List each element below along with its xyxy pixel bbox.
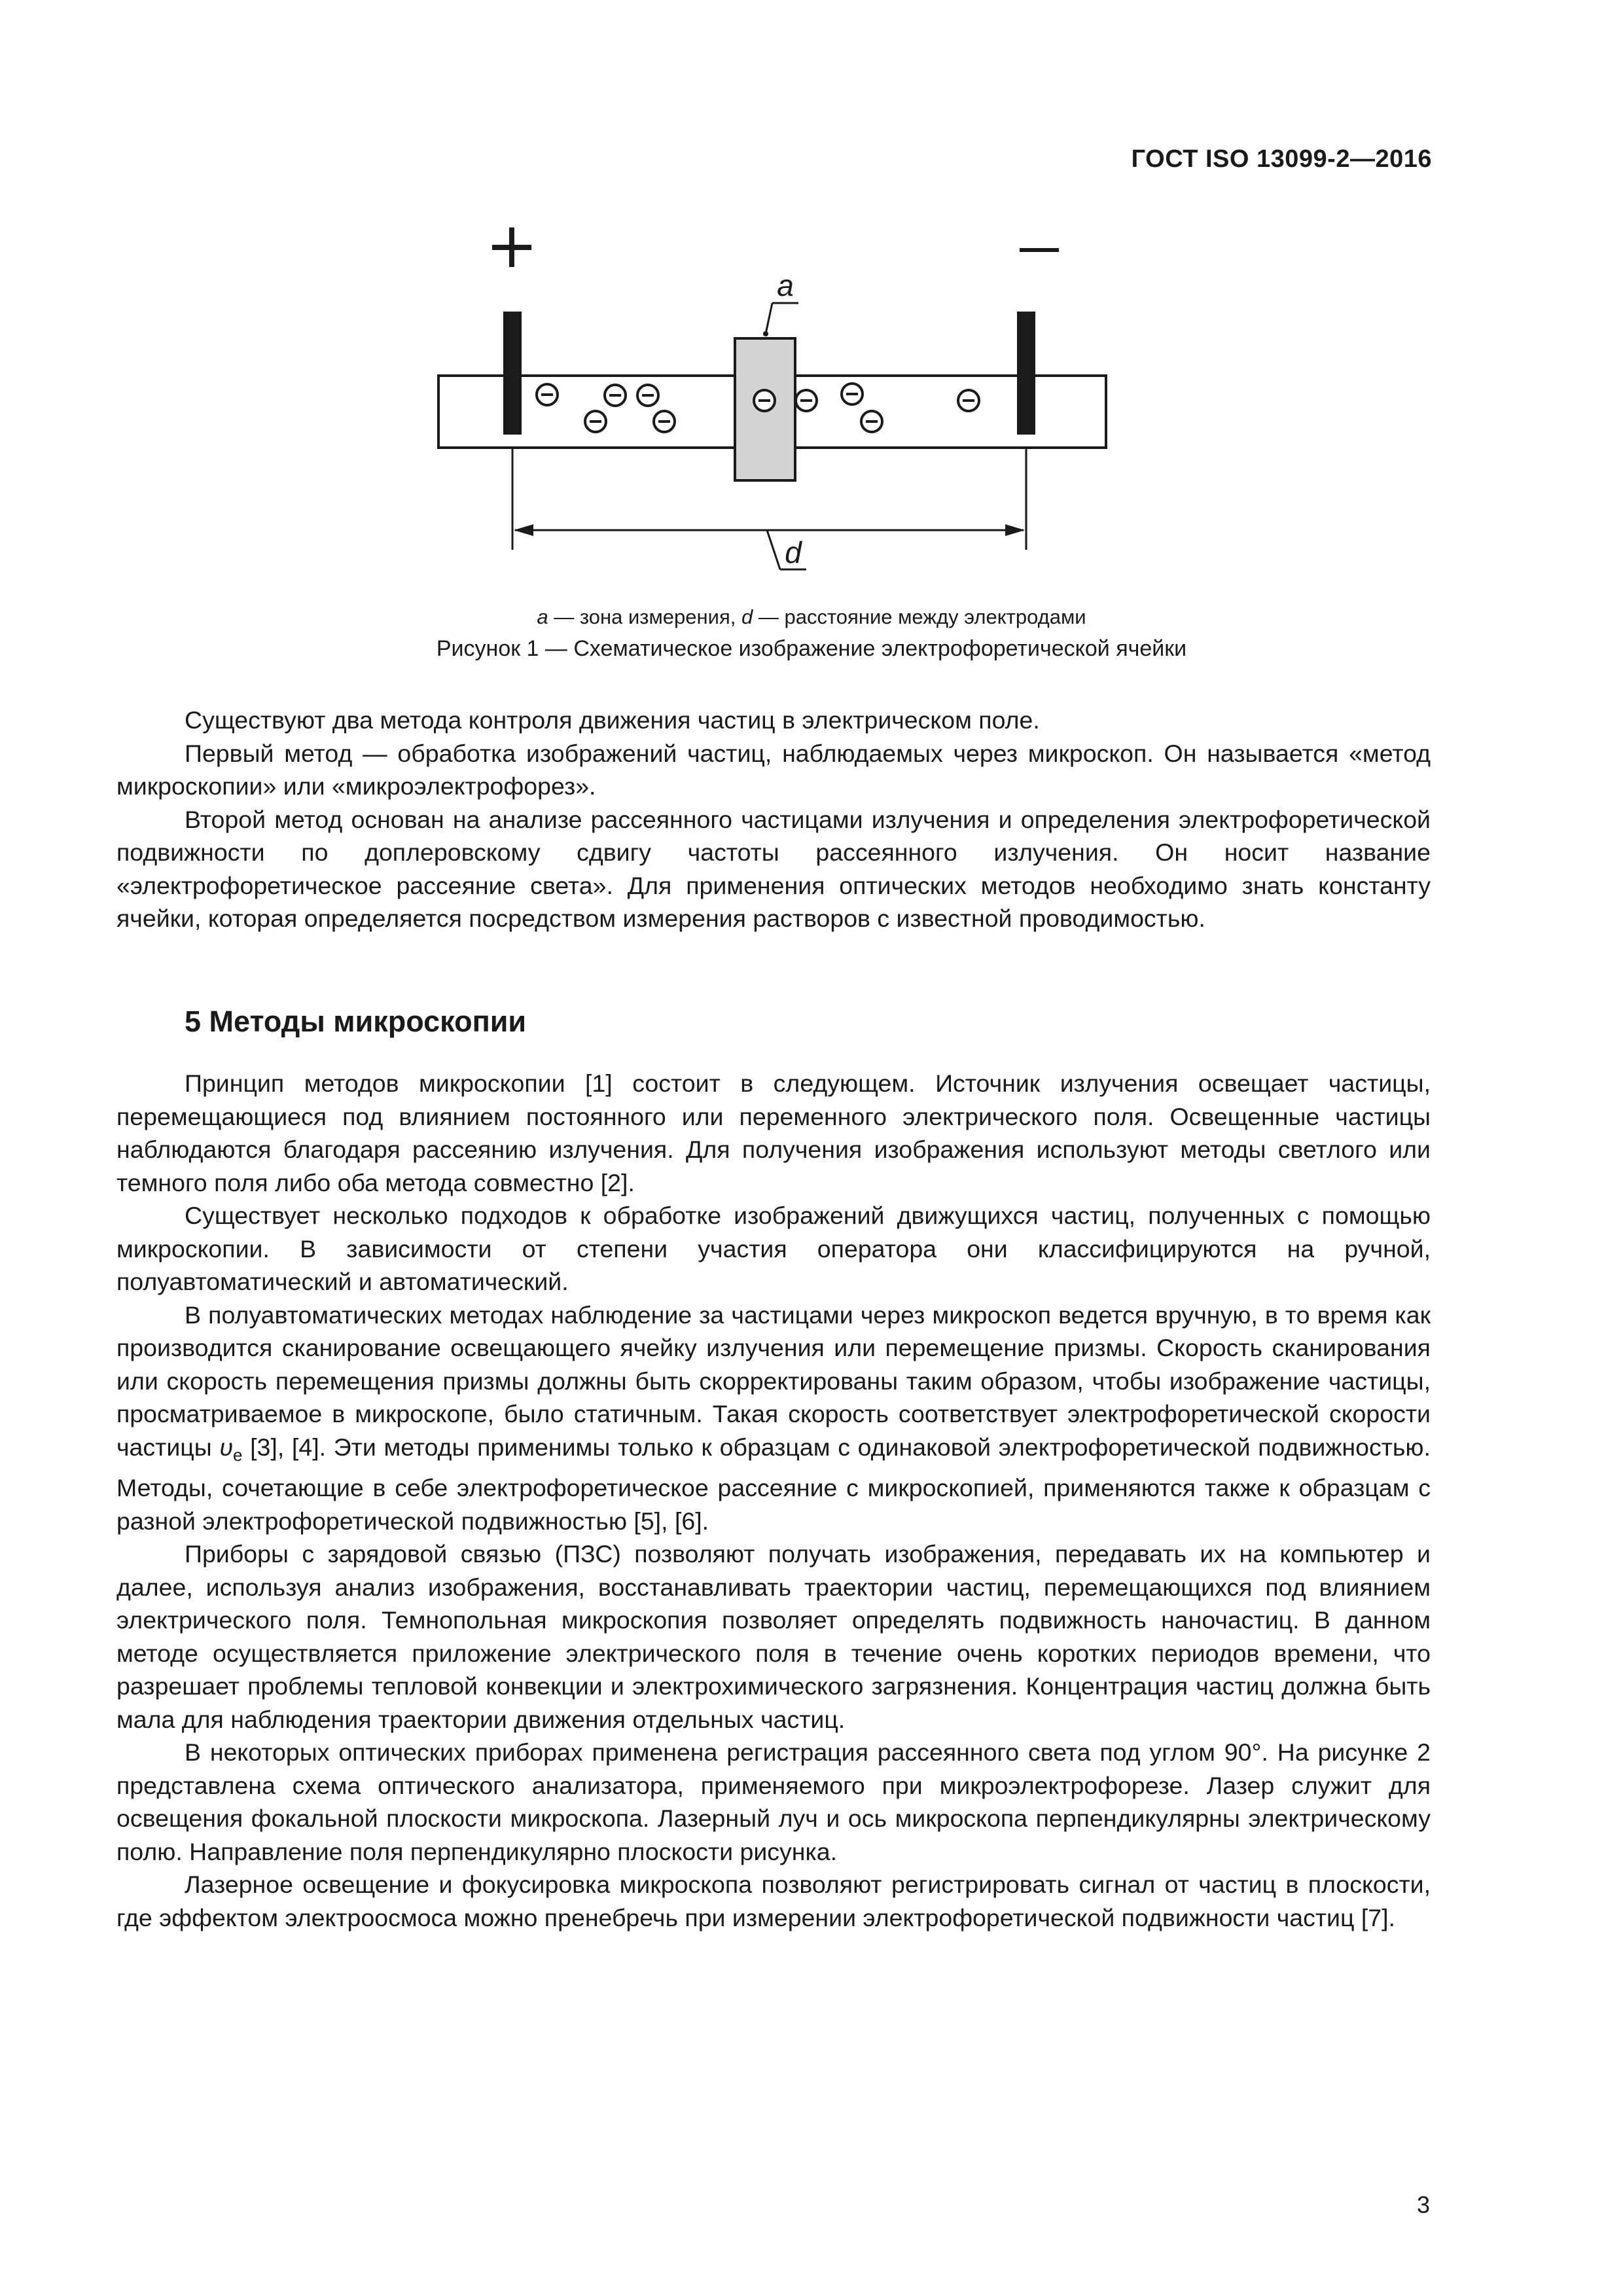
paragraph: Принцип методов микроскопии [1] состоит в следующем. Источник излучения освещает частицы, перемещающиеся под влиянием постоянного или переменного электрического поля. Освещенные частицы наблюдаются благодаря рассеянию излучения. Для получения изображения используют методы светлого или темного поля либо оба метода совместно [2]. — [116, 1069, 1431, 1196]
particle-negative-icon — [654, 411, 675, 432]
paragraph: Существуют два метода контроля движения частиц в электрическом поле. — [185, 706, 1040, 734]
label-d: d — [785, 535, 802, 569]
particle-negative-icon — [796, 390, 817, 411]
particle-negative-icon — [637, 385, 658, 406]
paragraph: Существует несколько подходов к обработке изображений движущихся частиц, полученных с помощью микроскопии. В зависимости от степени участия оператора они классифицируются на ручной, полуавтоматический и автоматический. — [116, 1202, 1431, 1295]
particle-negative-icon — [585, 411, 606, 432]
page-number: 3 — [1416, 2191, 1430, 2218]
figure-caption: Рисунок 1 — Схематическое изображение электрофоретической ячейки — [436, 636, 1187, 661]
particle-negative-icon — [537, 384, 558, 405]
legend-a-symbol: a — [537, 605, 548, 628]
label-a-pointer-dot — [763, 331, 768, 336]
paragraph: Приборы с зарядовой связью (ПЗС) позволяют получать изображения, передавать их на компьютер и далее, используя анализ изображения, восстанавливать траектории частиц, перемещающихся под влиянием электрического поля. Темнопольная микроскопия позволяет определять подвижность наночастиц. В данном методе осуществляется приложение электрического поля в течение очень коротких периодов времени, что разрешает проблемы тепловой конвекции и электрохимического загрязнения. Концентрация частиц должна быть мала для наблюдения траектории движения отдельных частиц. — [116, 1540, 1431, 1733]
velocity-symbol: υ — [219, 1433, 233, 1461]
label-a-pointer — [766, 303, 772, 334]
legend-d-symbol: d — [741, 605, 753, 628]
electrode-positive — [503, 312, 522, 435]
label-a: a — [777, 268, 794, 302]
figure-legend — [0, 605, 1623, 629]
plus-sign: + — [485, 216, 539, 282]
particle-negative-icon — [861, 411, 882, 432]
paragraph: В некоторых оптических приборах применена регистрация рассеянного света под углом 90°. На рисунке 2 представлена схема оптического анализатора, применяемого при микроэлектрофорезе. Лазер служит для освещения фокальной плоскости микроскопа. Лазерный луч и ось микроскопа перпендикулярны электрическому полю. Направление поля перпендикулярно плоскости рисунка. — [116, 1738, 1431, 1865]
text-run: В полуавтоматических методах наблюдение за частицами через микроскоп ведется вручную, в то время как производится сканирование освещающего ячейку излучения или перемещение призмы. Скорость сканирования или скорость перемещения призмы должны быть скорректированы таким образом, чтобы изображение частицы, просматриваемое в микроскопе, было статичным. Такая скорость соответствует электрофоретической скорости частицы — [116, 1300, 1431, 1461]
paragraph: Первый метод — обработка изображений частиц, наблюдаемых через микроскоп. Он называется «метод микроскопии» или «микроэлектрофорез». — [116, 739, 1431, 800]
velocity-subscript: e — [233, 1444, 243, 1465]
section-title: 5 Методы микроскопии — [185, 1005, 527, 1038]
label-d-leader — [767, 530, 780, 569]
legend-a-text: — зона измерения, — [548, 605, 741, 628]
paragraph: Лазерное освещение и фокусировка микроскопа позволяют регистрировать сигнал от частиц в плоскости, где эффектом электроосмоса можно пренебречь при измерении электрофоретической подвижности частиц [7]. — [116, 1871, 1431, 1931]
section-text — [116, 1067, 1431, 1934]
text-run: [3], [4]. Эти методы применимы только к образцам с одинаковой электрофоретической подвижностью. Методы, сочетающие в себе электрофоретическое рассеяние с микроскопией, применяются также к образцам с разной электрофоретической подвижностью [5], [6]. — [116, 1433, 1431, 1535]
particle-negative-icon — [958, 390, 979, 411]
paragraph — [116, 1299, 1431, 1538]
legend-d-text: — расстояние между электродами — [753, 605, 1086, 628]
dimension-arrow-right — [1005, 524, 1025, 536]
document-header: ГОСТ ISO 13099-2—2016 — [1131, 145, 1432, 173]
electrophoretic-cell-figure — [393, 216, 1126, 596]
particle-negative-icon — [842, 384, 863, 404]
dimension-arrow-left — [514, 524, 533, 536]
particle-negative-icon — [754, 390, 775, 411]
electrode-negative — [1017, 312, 1035, 435]
particle-negative-icon — [605, 385, 626, 406]
intro-text — [116, 704, 1431, 935]
paragraph: Второй метод основан на анализе рассеянного частицами излучения и определения электрофоретической подвижности по доплеровскому сдвигу частоты рассеянного излучения. Он носит название «электрофоретическое рассеяние света». Для применения оптических методов необходимо знать константу ячейки, которая определяется посредством измерения растворов с известной проводимостью. — [116, 805, 1431, 932]
